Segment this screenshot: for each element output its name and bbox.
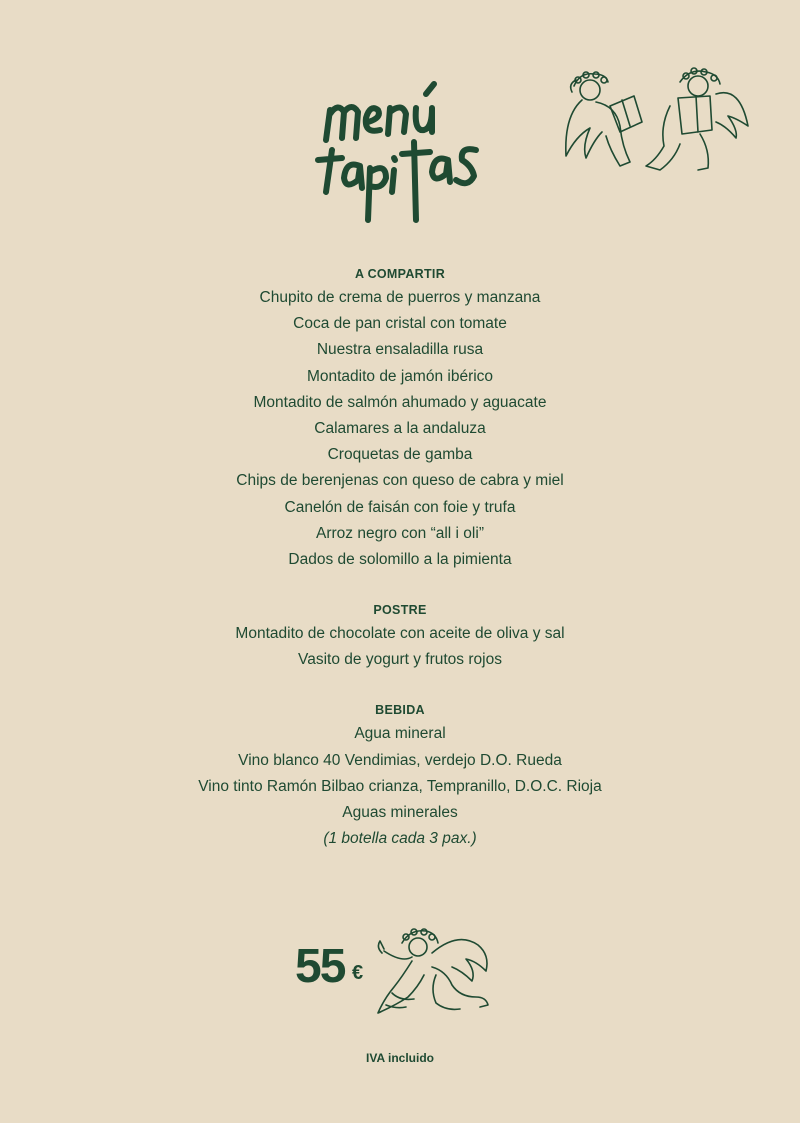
menu-tapitas-logo-icon xyxy=(312,80,492,230)
menu-item: Calamares a la andaluza xyxy=(314,419,486,437)
menu-item: Nuestra ensaladilla rusa xyxy=(316,341,484,359)
menu-item: Montadito de chocolate con aceite de oliva y sal xyxy=(235,625,565,643)
price-currency: € xyxy=(352,962,364,984)
menu-item: Montadito de jamón ibérico xyxy=(306,367,494,385)
menu-logo xyxy=(312,80,492,230)
menu-item: Aguas minerales xyxy=(342,804,458,821)
angels-reading-icon xyxy=(560,66,752,174)
angel-reclining-icon xyxy=(372,927,500,1021)
price-block xyxy=(290,925,510,1025)
section-title-bebida: BEBIDA xyxy=(375,703,425,718)
angel-bottom-illustration xyxy=(372,927,500,1021)
menu-item: Chips de berenjenas con queso de cabra y miel xyxy=(236,472,564,490)
menu-content xyxy=(0,263,800,852)
menu-item: Canelón de faisán con foie y trufa xyxy=(284,498,516,516)
menu-item: Montadito de salmón ahumado y aguacate xyxy=(253,393,547,411)
section-title-compartir: A COMPARTIR xyxy=(354,267,446,281)
bebida-note: (1 botella cada 3 pax.) xyxy=(323,830,477,848)
menu-item: Vino tinto Ramón Bilbao crianza, Tempranillo, D.O.C. Rioja xyxy=(198,777,602,795)
menu-item: Agua mineral xyxy=(354,725,446,743)
section-title-postre: POSTRE xyxy=(373,603,427,618)
menu-item: Coca de pan cristal con tomate xyxy=(293,315,507,333)
menu-item: Vino blanco 40 Vendimias, verdejo D.O. Rueda xyxy=(238,751,562,769)
menu-item: Chupito de crema de puerros y manzana xyxy=(259,289,541,306)
price-amount: 55 xyxy=(295,940,345,993)
menu-item: Dados de solomillo a la pimienta xyxy=(288,550,512,568)
menu-item: Arroz negro con “all i oli” xyxy=(316,524,484,542)
angels-top-illustration xyxy=(560,66,752,174)
menu-item: Croquetas de gamba xyxy=(327,446,473,464)
menu-item: Vasito de yogurt y frutos rojos xyxy=(298,651,502,669)
tax-note: IVA incluido xyxy=(366,1051,434,1065)
